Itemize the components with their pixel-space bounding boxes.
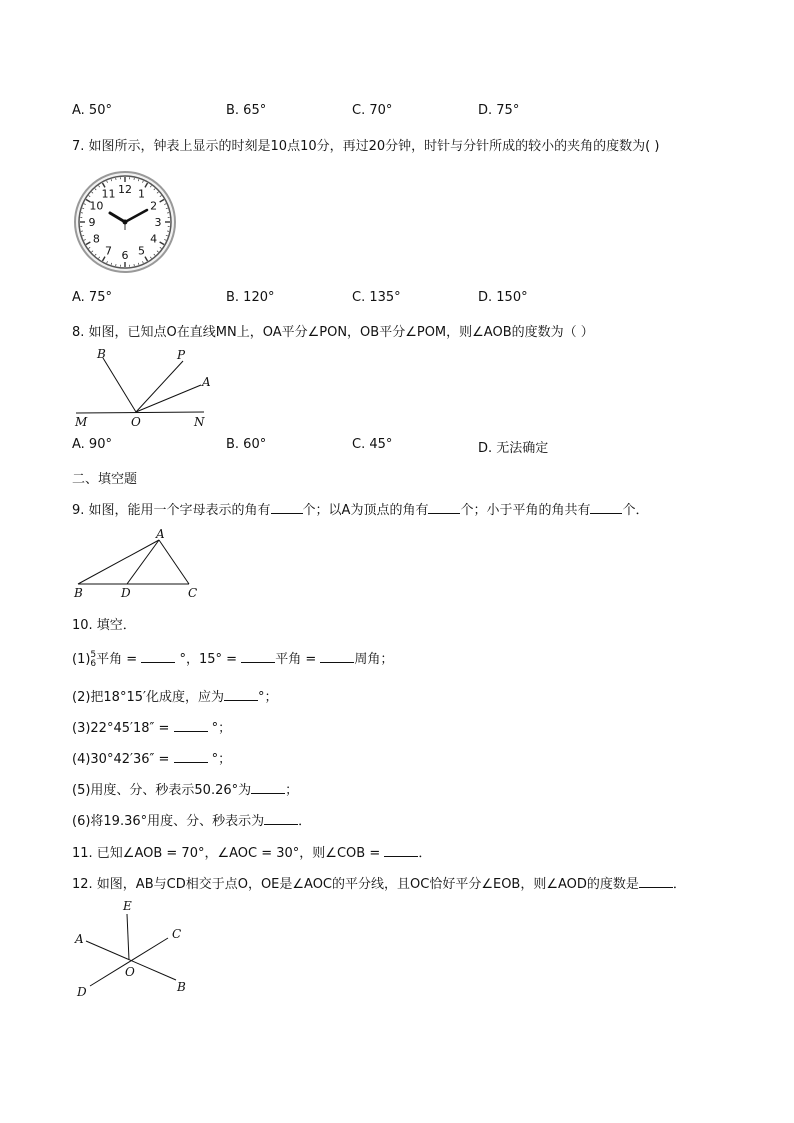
q10-1-text-e: 周角； bbox=[354, 652, 394, 667]
clock-number: 4 bbox=[150, 232, 158, 246]
q12-label-c: C bbox=[172, 927, 182, 941]
q10-4-suffix: °； bbox=[211, 752, 232, 767]
q9-text-4: 个． bbox=[622, 503, 649, 518]
q10-6-suffix: ． bbox=[298, 814, 312, 829]
q8-label-n: N bbox=[194, 415, 205, 429]
q10-5-blank[interactable] bbox=[251, 781, 285, 794]
q12-suffix: ． bbox=[672, 877, 686, 892]
q7-option-b: B. 120° bbox=[226, 290, 275, 305]
clock-number: 11 bbox=[101, 187, 116, 201]
q12-label-o: O bbox=[125, 965, 135, 979]
q10-6-text: (6)将19.36°用度、分、秒表示为 bbox=[72, 814, 265, 829]
clock-number: 8 bbox=[92, 232, 100, 246]
clock-number: 7 bbox=[105, 244, 112, 258]
q8-stem: 8. 如图，已知点O在直线MN上，OA平分∠PON，OB平分∠POM，则∠AOB的度数为（ ） bbox=[72, 325, 594, 340]
q9-label-b: B bbox=[74, 586, 83, 599]
q12-text: 12. 如图，AB与CD相交于点O，OE是∠AOC的平分线，且OC恰好平分∠EOB，则∠AOD的度数是 bbox=[72, 877, 639, 892]
q11-blank[interactable] bbox=[384, 844, 418, 857]
q7-option-c: C. 135° bbox=[352, 290, 401, 305]
q6-option-c: C. 70° bbox=[352, 103, 393, 118]
q12-stem bbox=[72, 873, 686, 892]
q11-suffix: ． bbox=[418, 846, 432, 861]
q10-2-text: (2)把18°15′化成度，应为 bbox=[72, 690, 224, 705]
q7-option-d: D. 150° bbox=[478, 290, 528, 305]
clock-number: 6 bbox=[121, 249, 129, 262]
q9-stem bbox=[72, 499, 648, 518]
q7-option-a: A. 75° bbox=[72, 290, 112, 305]
q8-label-m: M bbox=[75, 415, 88, 429]
q10-1-text-b: 平角 = bbox=[96, 652, 138, 667]
q10-1-prefix: (1) bbox=[72, 652, 91, 667]
q10-item-6 bbox=[72, 810, 311, 829]
fraction-numerator: 5 bbox=[90, 649, 97, 660]
q10-4-blank[interactable] bbox=[174, 750, 208, 763]
clock-number: 1 bbox=[138, 187, 145, 201]
clock-number: 3 bbox=[154, 216, 162, 229]
q9-text-1: 9. 如图，能用一个字母表示的角有 bbox=[72, 503, 271, 518]
q12-label-a: A bbox=[75, 932, 84, 946]
q12-figure bbox=[72, 898, 202, 1002]
q9-text-2: 个；以A为顶点的角有 bbox=[302, 503, 429, 518]
q8-option-c: C. 45° bbox=[352, 437, 393, 452]
q6-option-a: A. 50° bbox=[72, 103, 112, 118]
clock-number: 5 bbox=[138, 244, 145, 258]
q9-figure bbox=[72, 527, 212, 599]
q11-stem bbox=[72, 842, 431, 861]
q8-label-p: P bbox=[177, 348, 186, 362]
q11-text: 11. 已知∠AOB = 70°，∠AOC = 30°，则∠COB = bbox=[72, 846, 381, 861]
q6-option-b: B. 65° bbox=[226, 103, 267, 118]
q8-label-b: B bbox=[97, 347, 106, 361]
q9-label-c: C bbox=[188, 586, 198, 599]
q10-4-text: (4)30°42′36″ = bbox=[72, 752, 170, 767]
q12-label-b: B bbox=[177, 980, 186, 994]
q10-3-suffix: °； bbox=[211, 721, 232, 736]
q10-5-text: (5)用度、分、秒表示50.26°为 bbox=[72, 783, 252, 798]
q8-figure bbox=[72, 344, 212, 430]
section-title-fill-in: 二、填空题 bbox=[72, 472, 138, 487]
q9-text-3: 个；小于平角的角共有 bbox=[460, 503, 591, 518]
q10-1-text-c: °，15° = bbox=[179, 652, 238, 667]
q8-label-a: A bbox=[202, 375, 211, 389]
q10-item-2 bbox=[72, 686, 277, 705]
q9-label-d: D bbox=[121, 586, 131, 599]
q12-label-e: E bbox=[123, 899, 132, 913]
q10-3-text: (3)22°45′18″ = bbox=[72, 721, 170, 736]
q10-1-text-d: 平角 = bbox=[275, 652, 317, 667]
clock-number: 10 bbox=[89, 199, 104, 213]
q12-label-d: D bbox=[77, 985, 87, 999]
clock-number: 12 bbox=[118, 183, 132, 196]
q10-6-blank[interactable] bbox=[264, 812, 298, 825]
q9-label-a: A bbox=[156, 527, 165, 541]
q10-item-5 bbox=[72, 779, 298, 798]
q10-2-suffix: °； bbox=[257, 690, 278, 705]
q10-5-suffix: ； bbox=[285, 783, 299, 798]
q10-1-blank-2[interactable] bbox=[241, 650, 275, 663]
q6-option-d: D. 75° bbox=[478, 103, 520, 118]
q7-clock-figure bbox=[72, 170, 178, 276]
clock-number: 9 bbox=[88, 216, 96, 229]
q10-item-4 bbox=[72, 748, 231, 767]
q8-option-b: B. 60° bbox=[226, 437, 267, 452]
q8-option-a: A. 90° bbox=[72, 437, 112, 452]
q9-blank-1[interactable] bbox=[271, 501, 303, 514]
q10-2-blank[interactable] bbox=[224, 688, 258, 701]
q10-stem: 10. 填空． bbox=[72, 618, 136, 633]
fraction-denominator: 6 bbox=[90, 658, 97, 669]
q9-blank-3[interactable] bbox=[590, 501, 622, 514]
q9-blank-2[interactable] bbox=[428, 501, 460, 514]
q7-stem: 7. 如图所示，钟表上显示的时刻是10点10分，再过20分钟，时针与分针所成的较小的夹角的度数为( ) bbox=[72, 139, 660, 154]
q10-item-3 bbox=[72, 717, 231, 736]
q10-1-blank-1[interactable] bbox=[141, 650, 175, 663]
q12-blank[interactable] bbox=[639, 875, 673, 888]
q10-1-blank-3[interactable] bbox=[320, 650, 354, 663]
q8-option-d: D. 无法确定 bbox=[478, 441, 549, 456]
clock-number: 2 bbox=[150, 199, 158, 213]
q10-3-blank[interactable] bbox=[174, 719, 208, 732]
q8-label-o: O bbox=[131, 415, 141, 429]
q10-item-1 bbox=[72, 648, 393, 669]
